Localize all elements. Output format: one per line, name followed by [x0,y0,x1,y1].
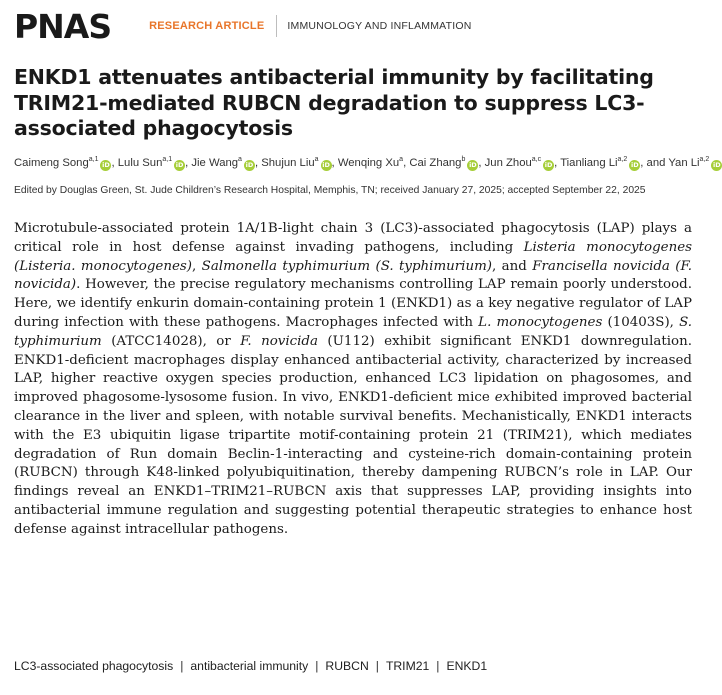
author-affiliation: a,1 [162,156,173,164]
author-affiliation: a,2 [699,156,710,164]
orcid-icon[interactable]: iD [712,161,721,169]
author-affiliation: a [314,156,319,164]
author-name[interactable]: Tianliang Li [560,157,618,169]
author-separator: , [478,157,485,169]
abstract-italic-term: L. monocytogenes [478,314,603,330]
keyword-list [14,659,487,673]
keyword-separator: | [180,659,184,673]
author-affiliation: b [461,156,466,164]
author-separator: , [403,157,410,169]
author-name[interactable]: Cai Zhang [409,157,462,169]
author-name[interactable]: Wenqing Xu [337,157,400,169]
author-affiliation: a,c [531,156,542,164]
keyword-link[interactable]: antibacterial immunity [190,659,309,673]
orcid-icon[interactable]: iD [544,161,553,169]
orcid-icon[interactable]: iD [322,161,330,169]
keyword-link[interactable]: TRIM21 [385,659,430,673]
author-separator: , [554,157,561,169]
abstract-italic-term: Listeria monocytogenes (Listeria. monocytogenes) [14,239,692,274]
author-affiliation: a [399,156,404,164]
author-affiliation: a [238,156,242,164]
author-separator: , [185,157,192,169]
abstract-text: hibited improved bacterial clearance in the liver and spleen, with notable survival benefits. Mechanistically, ENKD1 interacts with the E3 ubiquitin ligase tripartite motif-containing protein 21 (TRIM21), which mediates degradation of Run domain Beclin-1-interacting and cysteine-rich domain-containing protein (RUBCN) through K48-linked polyubiquitination, thereby dampening RUBCN’s role in LAP. Our findings reveal an ENKD1–TRIM21–RUBCN axis that suppresses LAP, providing insights into antibacterial immune regulation and suggesting potential therapeutic strategies to enhance host defense against intracellular pathogens. [14,390,692,537]
abstract-italic-term: F. novicida [240,333,318,349]
orcid-icon[interactable]: iD [102,161,110,169]
orcid-icon[interactable]: iD [469,161,477,169]
author-name[interactable]: Shujun Liu [261,157,315,169]
journal-header [14,6,472,46]
keyword-link[interactable]: LC3-associated phagocytosis [14,659,174,673]
category-label: IMMUNOLOGY AND INFLAMMATION [287,20,472,32]
abstract-italic-term: S. typhimurium [14,314,693,349]
abstract-text: Microtubule-associated protein 1A/1B-light chain 3 (LC3)-associated phagocytosis (LAP) plays a critical role in host defense against invading pathogens, including [14,221,692,255]
author-affiliation: a,2 [617,156,628,164]
author-name[interactable]: Caimeng Song [14,157,89,169]
orcid-icon[interactable]: iD [245,161,254,169]
orcid-icon[interactable]: iD [630,161,639,169]
abstract-text: (U112) exhibit significant ENKD1 downregulation. ENKD1-deficient macrophages display enhanced antibacterial activity, characterized by increased LAP, higher reactive oxygen species production, enhanced LC3 lipidation on phagosomes, and improved phagosome-lysosome fusion. In vivo, ENKD1-deficient mice [14,333,692,406]
abstract-italic-term: Francisella novicida (F. novicida) [14,258,692,293]
author-list [14,156,721,171]
abstract-text: , and [492,258,533,274]
keyword-separator: | [315,659,319,673]
author-separator: , [331,157,338,169]
article-type-label: RESEARCH ARTICLE [149,20,265,32]
author-affiliation: a,1 [88,156,99,164]
orcid-icon[interactable]: iD [175,161,184,169]
abstract-text: (10403S), [602,314,680,330]
abstract-italic-term: Salmonella typhimurium (S. typhimurium) [201,258,493,274]
abstract-italic-term: ex [494,390,511,406]
keyword-separator: | [436,659,440,673]
keyword-link[interactable]: ENKD1 [446,659,488,673]
author-name[interactable]: Jie Wang [191,157,239,169]
author-name[interactable]: Lulu Sun [117,157,163,169]
abstract-text: , [191,258,202,274]
edited-by-line: Edited by Douglas Green, St. Jude Children’s Research Hospital, Memphis, TN; received January 27, 2025; accepted September 22, 2025 [14,185,646,196]
keyword-separator: | [375,659,379,673]
abstract-text: (ATCC14028), or [101,333,241,349]
abstract [14,220,692,540]
author-separator: , and [640,157,669,169]
keyword-link[interactable]: RUBCN [325,659,369,673]
author-name[interactable]: Yan Li [668,157,700,169]
article-title: ENKD1 attenuates antibacterial immunity by facilitating TRIM21-mediated RUBCN degradation to suppress LC3-associated phagocytosis [14,65,654,140]
author-name[interactable]: Jun Zhou [484,157,532,169]
author-separator: , [111,157,118,169]
author-separator: , [254,157,262,169]
header-divider [276,15,277,37]
pnas-logo[interactable]: PNAS [14,6,112,46]
abstract-text: . However, the precise regulatory mechanisms controlling LAP remain poorly understood. Here, we identify enkurin domain-containing protein 1 (ENKD1) as a key negative regulator of LAP during infection with these pathogens. Macrophages infected with [14,277,692,330]
